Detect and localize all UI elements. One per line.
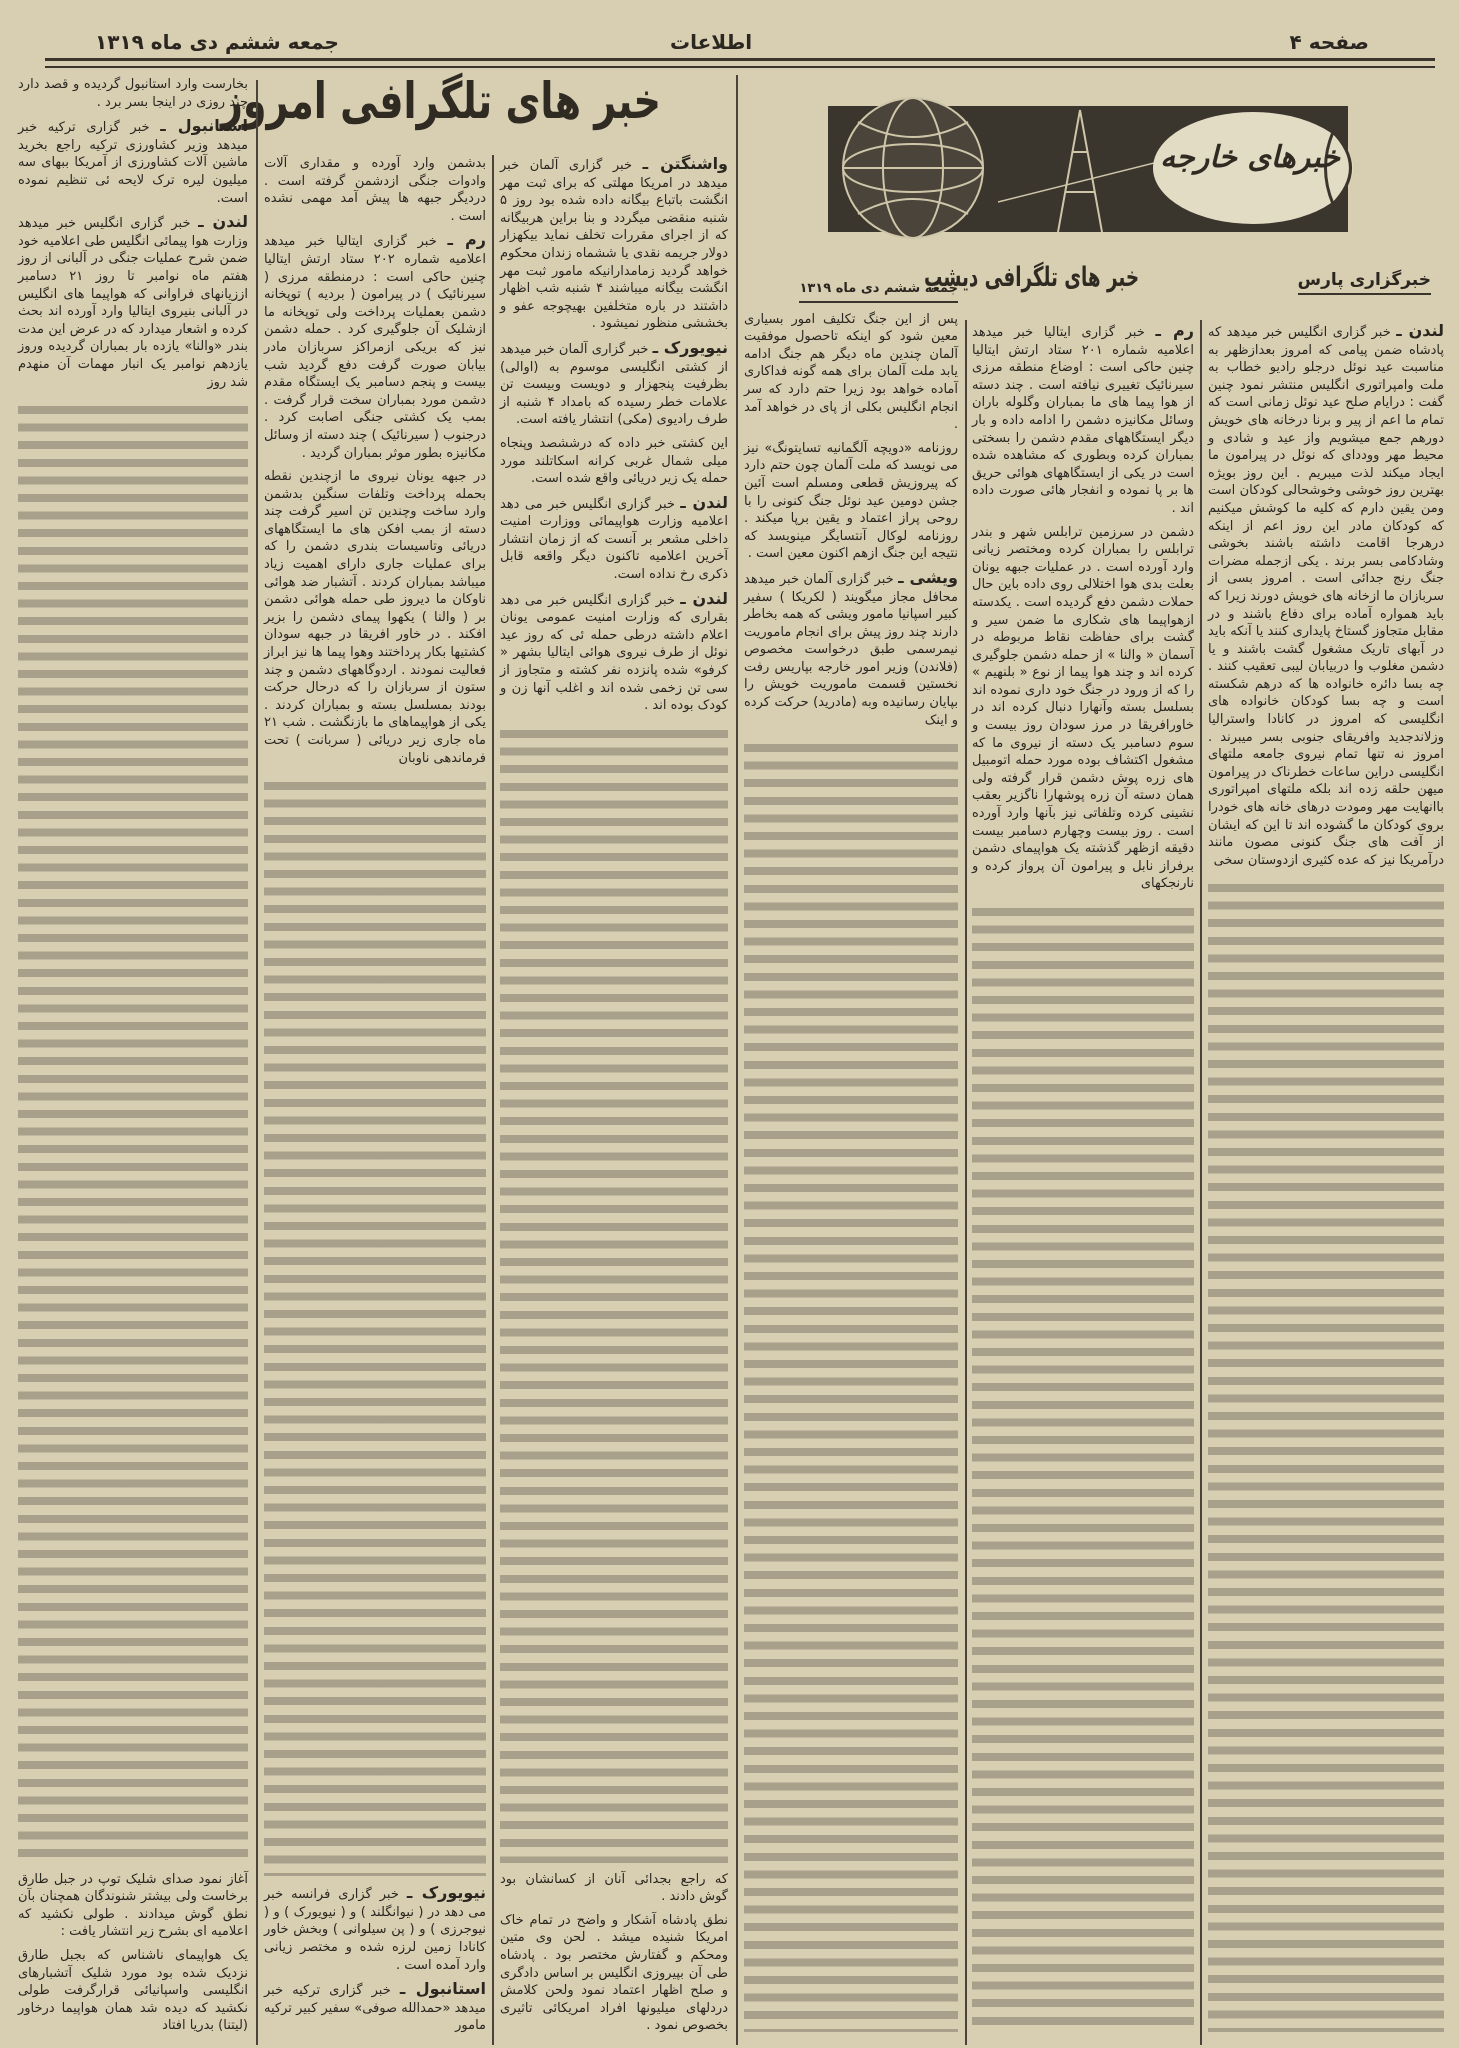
article-paragraph <box>972 524 1194 893</box>
news-article <box>18 117 248 213</box>
article-paragraph <box>500 590 728 715</box>
globe-icon <box>843 98 983 238</box>
article-text: دشمن در سرزمین ترابلس شهر و بندر ترابلس را بمباران کرده ومختصر زیانی وارد آورده است . در عملیات جبهه یونان بعلت بدی هوا اختلالی روی داده باین حال حملات دشمن دفع گردیده است . یکدسته ازهواپیما های شکاری ما ضمن سیر و گشت برای حفاظت نقاط مربوطه در آسمان « والنا » از حمله دشمن جلوگیری کرده اند و چند هوا پیما از نوع « بلنهیم » را که از ورود در جنگ خود داری نموده اند بسلسل بسته وآنهارا دنبال کرده اند در خاورافریقا در مرز سودان روز بیست و سوم دسامبر یک دسته از نیروی ما که مشغول اکتشاف بوده مورد حمله اتومبیل های زره پوش دشمن قرار گرفته ولی همان دسته آن زره پوشهارا ناگزیر بعقب نشینی کرده وتلفاتی نیز بآنها وارد آورده است . روز بیست وچهارم دسامبر بیست دقیقه ازظهر گذشته یک هواپیمای دشمن برفراز نابل و پیرامون آن پرواز کرده و نارنجکهای <box>972 524 1194 892</box>
article-text: روزنامه «دویچه آلگمانیه تسایتونگ» نیز می نویسد که ملت آلمان چون حتم دارد که پیروزیش قطعی ومسلم است آئین جشن دومین عید نوئل جنگ کنونی را با روحی پراز اعتماد و یقین برپا میکند . روزنامه لوکال آنتسایگر مینویسد که نتیجه این جنگ ازهم اکنون معین است . <box>744 440 958 562</box>
article-paragraph <box>500 1912 728 2035</box>
article-paragraph <box>500 1871 728 1906</box>
article-text: پس از این جنگ تکلیف امور بسیاری معین شود کو اینکه تاحصول موفقیت آلمان چندین ماه دیگر هم جنگ ادامه یابد ملت آلمان برای همه گونه فداکاری آماده خواهد بود زیرا حتم دارد که سر انجام انگلیس بکلی از پای در خواهد آمد . <box>744 311 958 433</box>
banner-title-box <box>1160 140 1340 175</box>
column-divider <box>1200 320 1202 2045</box>
article-dateline: نیویورک ـ <box>406 1883 486 1903</box>
article-paragraph <box>500 494 728 584</box>
column-divider <box>256 80 258 2045</box>
article-text: آغاز نمود صدای شلیک توپ در جبل طارق برخاست ولی بیشتر شنوندگان همچنان بآن نطق گوش میدادند . طولی نکشید که اعلامیه ای بشرح زیر انتشار یافت : <box>18 1871 248 1940</box>
column-2 <box>264 155 486 2041</box>
headline-today: خبر های تلگرافی امروز <box>221 72 662 130</box>
issue-date: جمعه ششم دی ماه ۱۳۱۹ <box>95 30 339 54</box>
article-dateline: ویشی ـ <box>898 567 958 587</box>
article-dateline: استانبول ـ <box>160 116 248 136</box>
banner-title: خبرهای خارجه <box>1160 140 1340 175</box>
article-dateline: واشنگتن ـ <box>642 154 729 173</box>
article-paragraph <box>264 1884 486 1974</box>
article-dateline: لندن ـ <box>198 212 248 232</box>
illegible-text-lines <box>264 777 486 1876</box>
illegible-text-lines <box>1208 879 1444 2032</box>
news-article <box>500 339 728 494</box>
article-paragraph <box>264 1980 486 2035</box>
news-article <box>18 1871 248 2041</box>
article-paragraph <box>744 311 958 434</box>
article-paragraph <box>264 231 486 462</box>
article-paragraph <box>500 435 728 488</box>
illegible-text-lines <box>18 401 248 1863</box>
article-paragraph <box>18 213 248 391</box>
article-text: خبر گزاری آلمان خبر میدهد در امریکا مهلتی که برای ثبت مهر انگشت باتباع بیگانه داده شده بود روز ۵ شنبه منقضی میگردد و بنا براین هربیگانه که از اجرای مقررات تخلف نماید بیکهزار دولار جریمه نقدی یا ششماه زندان محکوم خواهد گردید زمامدارانیکه مامور ثبت مهر انگشت بیگانه میباشند ۴ شنبه شب اظهار داشتند در باره متخلفین بهیچوجه عفو و بخششی منظور نمیشود . <box>500 158 728 332</box>
article-dateline: لندن ـ <box>1396 321 1445 340</box>
news-article <box>264 1884 486 1980</box>
headline-last-night: خبر های تلگرافی دیشب <box>923 262 1139 293</box>
news-article <box>744 569 958 735</box>
news-article <box>18 213 248 397</box>
header-rule <box>45 58 1435 68</box>
headline-last-night-box <box>923 262 1190 293</box>
illegible-text-lines <box>744 739 958 2032</box>
article-paragraph <box>18 1871 248 1941</box>
article-text: خبر گزاری ترکیه خبر میدهد «حمدالله صوفی» سفیر کبیر ترکیه مامور <box>264 1983 486 2034</box>
newspaper-name: اطلاعات <box>670 30 753 54</box>
page-number: صفحه ۴ <box>1289 30 1369 54</box>
article-paragraph <box>744 569 958 729</box>
column-divider <box>965 320 967 2045</box>
article-dateline: نیویورک ـ <box>652 337 728 357</box>
article-text: نطق پادشاه آشکار و واضح در تمام خاک امریکا شنیده میشد . لحن وی متین ومحکم و گفتارش مختصر بود . پادشاه طی آن بپیروزی انگلیس بر اساس دادگری و صلح اظهار اعتماد نمود ولحن کلامش دردلهای میلیونها افراد امریکائی تاثیری بخصوص نمود . <box>500 1912 728 2034</box>
article-paragraph <box>18 76 248 111</box>
article-paragraph <box>972 322 1194 518</box>
article-paragraph <box>264 468 486 767</box>
article-text: خبر گزاری انگلیس خبر میدهد که پادشاه ضمن پیامی که امروز بعدازظهر به مناسبت عید نوئل درجلو رادیو خطاب به ملت وامپراتوری انگلیس منتشر نمود چنین گفت : درایام صلح عید نوئل زمانی است که تمام ما اعم از پیر و برنا درخانه های خویش دورهم جمع میشویم واز عید و شادی و محیط مهر ووددای که نوئل در پیرامون ما ایجاد میکند لذت میبریم . این روز بویژه بهترین روز خوشی وخوشحالی کودکان است ومن یقین دارم که کلیه ما کوشش میکنیم که کودکان مادر این روز اعم از اینکه درهرجا اقامت داشته باشند بخوشی وشادکامی بسر برند . یکی ازجمله مضرات جنگ رنج جدائی است . امروز بسی از سربازان ما ازخانه های خویش دورند زیرا که باید همواره آماده برای دفاع باشند و در مقابل متجاوز گستاخ پایداری کنند یا آنکه باید در آبهای تاریک مشغول گشت باشند و یا دشمن مغلوب وا دربیابان لیبی تعقیب کنند . چه بسا دائره خانواده ها که درهم شکسته است و چه بسا کودکان خانواده های انگلیسی که امروز در کانادا واسترالیا وزلاندجدید وافریقای جنوبی بسر میبرند . امروز نه تنها تمام نیروی جامعه ملتهای انگلیسی دراین ساعات خطرناک در پیرامون میهن حلقه زده اند بلکه ملتهای امپراتوری باانهایت مهر ومودت درهای خانه های خودرا بروی کودکان ما گشوده اند تا این که ایشان از آفت های جنگ کنونی مصون مانند درآمریکا نیز که عده کثیری ازدوستان سخی <box>1208 325 1444 868</box>
news-article <box>264 231 486 773</box>
article-text: این کشتی خبر داده که درششصد وپنجاه میلی شمال غربی کرانه اسکاتلند مورد حمله یک زیر دریائی واقع شده است. <box>500 435 728 487</box>
article-dateline: لندن ـ <box>680 492 728 512</box>
article-text: بخارست وارد استانبول گردیده و قصد دارد چند روزی در اینجا بسر برد . <box>18 77 248 110</box>
news-article <box>972 322 1194 899</box>
news-article <box>500 1871 728 2041</box>
column-date: جمعه ششم دی ماه ۱۳۱۹ <box>799 280 958 303</box>
news-article <box>744 311 958 569</box>
article-paragraph <box>744 440 958 563</box>
article-text: خبر گزاری ترکیه خبر میدهد وزیر کشاورزی ترکیه راجع بخرید ماشین آلات کشاورزی از آمریکا ببهای سه میلیون لیره ترک لایحه ئی تنظیم نموده است. <box>18 120 248 206</box>
article-paragraph <box>500 339 728 429</box>
news-article <box>264 155 486 231</box>
article-paragraph <box>18 1947 248 2035</box>
news-article <box>1208 322 1444 875</box>
article-text: خبر گزاری فرانسه خبر می دهد در ( نیوانگلند ) و ( نیویورک ) و ( نیوجرزی ) و ( پن سیلوانی ) وبخش خاور کانادا زمین لرزه شده و مختصر زیانی وارد آمده است . <box>264 1887 486 1973</box>
article-text: یک هواپیمای ناشناس که بجبل طارق نزدیک شده بود مورد شلیک آتشبارهای انگلیسی واسپانیائی قرارگرفت طولی نکشید که دیده شد همان هواپیما درخاور (لیتنا) بدریا افتاد <box>18 1948 248 2034</box>
column-divider <box>492 155 494 2045</box>
news-article <box>500 155 728 339</box>
article-paragraph <box>1208 322 1444 869</box>
article-text: بدشمن وارد آورده و مقداری آلات وادوات جنگی ازدشمن گرفته است . دردیگر جبهه ها پیش آمد مهمی نشده است . <box>264 156 486 224</box>
article-dateline: استانبول ـ <box>399 1979 486 1999</box>
article-dateline: رم ـ <box>1155 321 1194 340</box>
column-4 <box>744 280 958 2040</box>
article-text: خبر گزاری آلمان خبر میدهد از کشتی انگلیسی موسوم به (اوالی) بظرفیت پنجهزار و دویست وبیست تن علامات خطر رسیده که بامداد ۴ شنبه از طرف رادیوی (مکی) انتشار یافته است. <box>500 341 728 428</box>
news-article <box>500 494 728 590</box>
column-1 <box>18 76 248 2041</box>
article-text: خبر گزاری آلمان خبر میدهد محافل مجاز میگویند ( لکریکا ) سفیر کبیر اسپانیا مامور ویشی که همه بخاطر دارند چند روز پیش برای انجام ماموریت نیمرسمی طبق درخواست مخصوص (فلاندن) وزیر امور خارجه بپاریس رفت نخستین قسمت ماموریت خویش را بپایان رسانیده وبه (مادرید) حرکت کرده و اینک <box>744 571 958 728</box>
article-paragraph <box>500 155 728 333</box>
news-article <box>500 590 728 721</box>
article-paragraph <box>264 155 486 225</box>
article-text: خبر گزاری انگلیس خبر می دهد اعلامیه وزارت هواپیمائی ووزارت امنیت داخلی مشعر بر آنست که از زمان انتشار آخرین اعلامیه تاکنون دیگر واقعه قابل ذکری رخ نداده است. <box>500 496 728 583</box>
headline-today-box <box>221 72 730 130</box>
article-text: خبر گزاری انگلیس خبر میدهد وزارت هوا پیمائی انگلیس طی اعلامیه خود ضمن شرح عملیات جنگی در آلبانی از روز هفتم ماه نوامبر تا روز ۲۱ دسامبر اززیانهای فراوانی که هواپیما های انگلیس در آلبانی بنیروی ایتالیا وارد آورده اند بحث کرده و اشعار میدارد که در عرض این مدت بندر «والنا» یازده بار بمباران گردیده وروز یازدهم نوامبر یک انبار مهمات آن منهدم شد روز <box>18 216 248 390</box>
column-3 <box>500 155 728 2041</box>
pars-agency-label: خبرگزاری پارس <box>1298 270 1431 295</box>
article-dateline: رم ـ <box>447 230 486 250</box>
illegible-text-lines <box>972 903 1194 2032</box>
news-article <box>264 1980 486 2041</box>
article-paragraph <box>18 117 248 207</box>
article-text: که راجع بجدائی آنان از کسانشان بود گوش دادند . <box>500 1871 728 1905</box>
column-divider <box>736 75 738 2045</box>
article-text: خبر گزاری ایتالیا خبر میدهد اعلامیه شماره ۲۰۱ ستاد ارتش ایتالیا چنین حاکی است : اوضاع منطقه مرزی سیرنائیک تغییری نیافته است . چند دسته از هوا پیما های ما بمباران وگلوله باران وسائل مکانیزه دشمن را ادامه داده و بار دیگر ایستگاههای مقدم دشمن را بسختی بمباران کرده وبطوری که مشاهده شده است در یکی از ایستگاههای هوائی حریق ها بر پا نموده و انفجار هائی صورت داده اند . <box>972 325 1194 516</box>
article-text: در جبهه یونان نیروی ما ازچندین نقطه بحمله پرداخت وتلفات سنگین بدشمن وارد ساخت وچندین تن اسیر گرفت چند دسته از بمب افکن های ما ایستگاههای دریائی وتاسیسات بندری دشمن را که برای عملیات جاری دارای اهمیت زیاد میباشد بمباران کردند . آتشبار ضد هوائی ناوکان ما دیروز طی حمله هوائی دشمن بر ( والنا ) یکهوا پیمای دشمن را بزیر افکند . در خاور افریقا در جبهه سودان کشتیها بکار پرداختند وهوا پیما ها نیز ابراز فعالیت نمودند . اردوگاههای دشمن و چند ستون از سربازان را که درحال حرکت بودند بمسلسل بسته و بمباران کردند . یکی از هواپیماهای ما بازنگشت . شب ۲۱ ماه جاری زیر دریائی ( سربانت ) تحت فرماندهی ناوبان <box>264 469 486 766</box>
article-text: خبر گزاری انگلیس خبر می دهد بقراری که وزارت امنیت عمومی یونان اعلام داشته درطی حمله ئی که روز عید نوئل از طرف نیروی هوائی ایتالیا بشهر « کرفو» شده پانزده نفر کشته و متجاوز از سی تن زخمی شده اند و اغلب آنها زن و کودک بوده اند . <box>500 592 728 714</box>
illegible-text-lines <box>500 725 728 1863</box>
news-article <box>18 76 248 117</box>
column-5 <box>972 322 1194 2040</box>
column-6 <box>1208 322 1444 2040</box>
article-dateline: لندن ـ <box>680 588 728 608</box>
article-text: خبر گزاری ایتالیا خبر میدهد اعلامیه شماره ۲۰۲ ستاد ارتش ایتالیا چنین حاکی است : درمنطقه مرزی ( سیرنائیک ) در پیرامون ( بردیه ) توپخانه دشمن بعملیات پرداخت ولی توپخانه ما ازشلیک آن جلوگیری کرد . حمله دشمن نیز که بریکی ازمراکز سربازان مادر بیابان صورت گرفت دفع گردید شب بیست و پنجم دسامبر یک ایستگاه مقدم دشمن مورد بمباران سخت قرار گرفت . بمب یک کشتی جنگی اصابت کرد . درجنوب ( سیرنائیک ) چند دسته از وسائل مکانیزه بطور موثر بمباران گردید . <box>264 234 486 461</box>
